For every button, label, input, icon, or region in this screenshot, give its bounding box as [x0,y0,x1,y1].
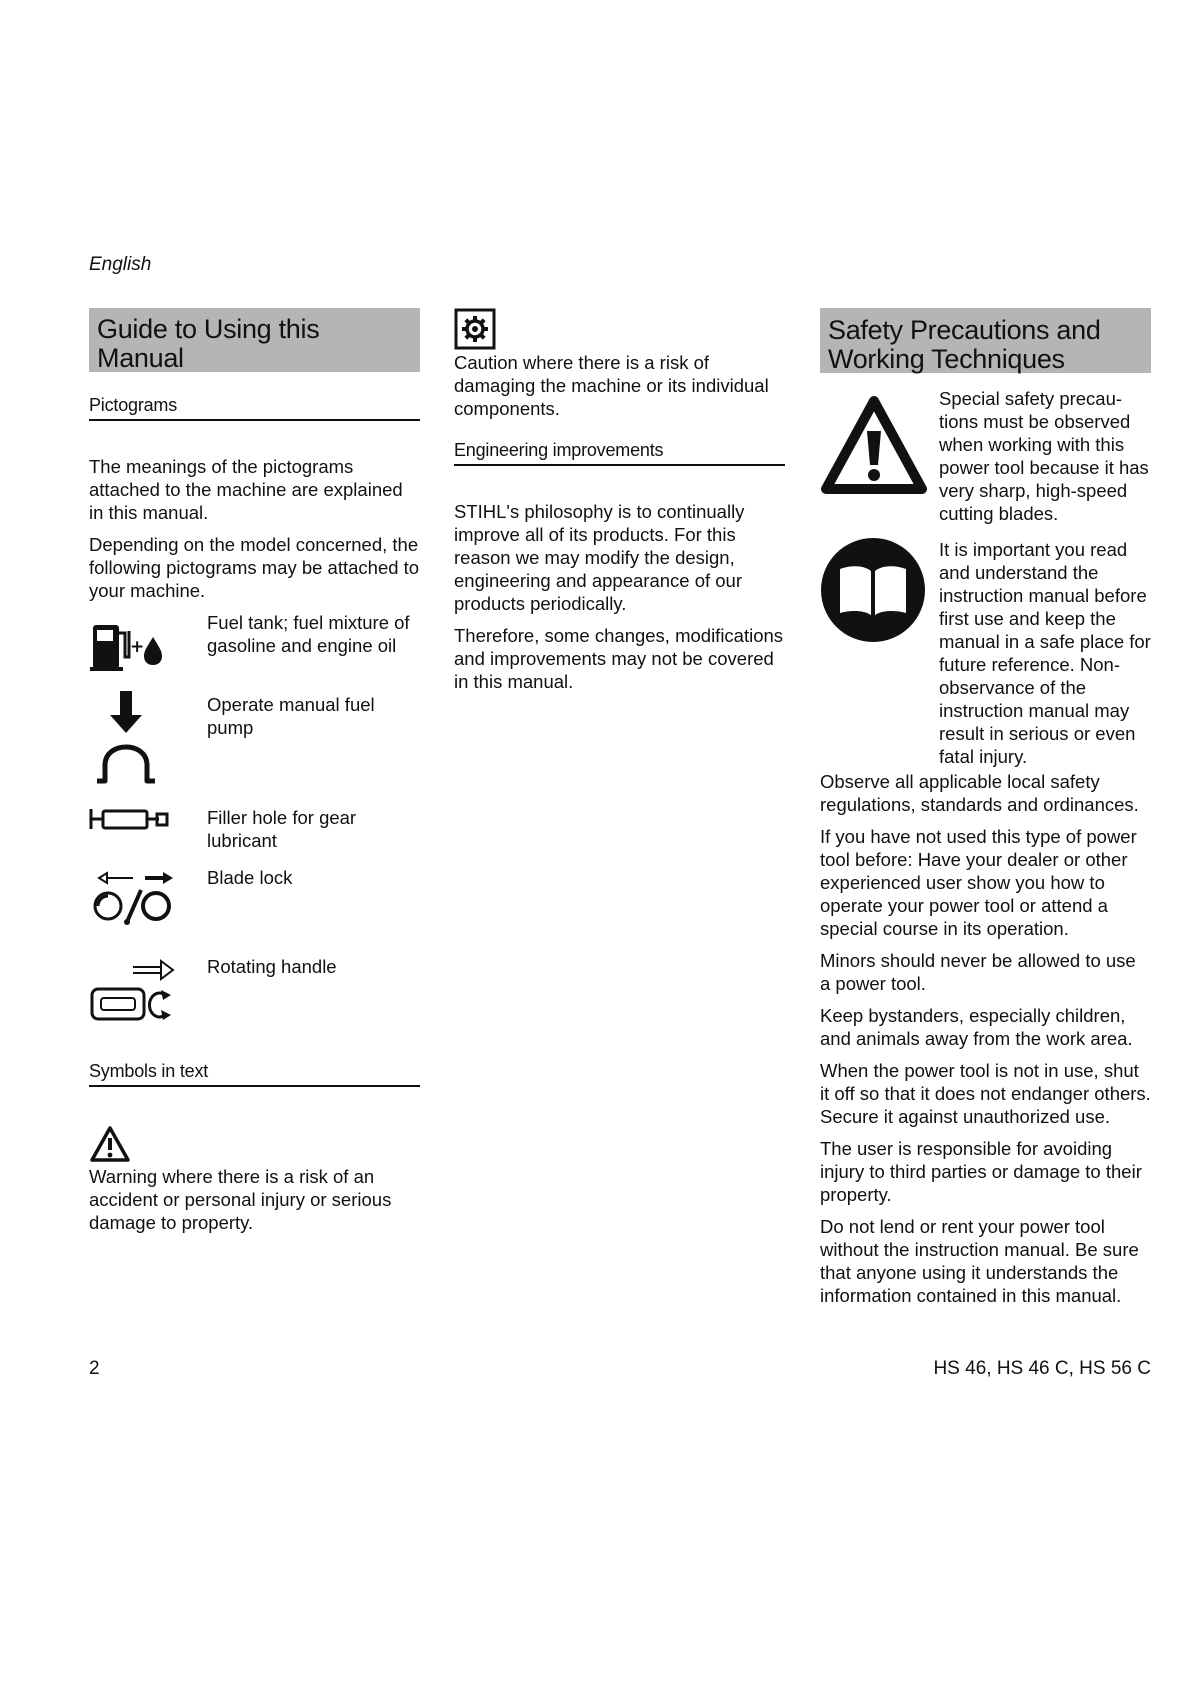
safety-paragraph: If you have not used this type of power tool before: Have your dealer or other experienced user show you how to operate your power tool or attend a special course in its operation. [820,826,1137,939]
page-number: 2 [89,1358,100,1379]
safety-paragraph: Minors should never be allowed to use a power tool. [820,950,1136,994]
manual-fuel-pump-icon [89,689,165,789]
pictograms-heading: Pictograms [89,395,420,421]
safety-warning-block [820,387,1151,527]
pictogram-label: Rotating handle [207,956,337,977]
safety-paragraph: Keep bystanders, especially children, and animals away from the work area. [820,1005,1133,1049]
column-guide [89,308,420,1243]
read-manual-icon [820,535,926,645]
safety-paragraph: When the power tool is not in use, shut it off so that it does not endanger others. Secure it against unauthorized use. [820,1060,1151,1127]
engineering-paragraph-2: Therefore, some changes, modifications and improvements may not be covered in this manual. [454,625,784,692]
warning-text: Warning where there is a risk of an accident or personal injury or serious damage to property. [89,1166,392,1233]
gear-lubricant-icon [89,804,171,834]
pictogram-label: Operate manual fuel pump [207,694,375,738]
pictogram-item [89,955,420,1055]
safety-paragraph: The user is responsible for avoiding injury to third parties or damage to their property. [820,1138,1142,1205]
pictogram-item [89,611,420,693]
pictogram-item [89,693,420,806]
warning-triangle-small-icon [89,1125,420,1163]
pictogram-item [89,806,420,866]
safety-warning-text: Special safety precau-tions must be observed when working with this power tool because it has very sharp, high-speed cutting blades. [939,388,1149,524]
pictogram-label: Blade lock [207,867,293,888]
safety-heading: Safety Precautions and Working Techniques [820,308,1151,373]
model-label: HS 46, HS 46 C, HS 56 C [933,1358,1151,1379]
caution-text: Caution where there is a risk of damaging the machine or its individual components. [454,352,769,419]
pictogram-item [89,866,420,955]
engineering-paragraph-1: STIHL's philosophy is to continually improve all of its products. For this reason we may modify the design, engineering and appearance of our products periodically. [454,501,745,614]
pictograms-intro-1: The meanings of the pictograms attached to the machine are explained in this manual. [89,456,403,523]
symbols-heading: Symbols in text [89,1061,420,1087]
column-safety [820,308,1151,1316]
column-caution [454,308,785,702]
language-label: English [89,254,152,275]
blade-lock-icon [89,870,175,926]
warning-triangle-large-icon [820,395,928,495]
fuel-tank-icon [89,619,165,673]
svg-text:+: + [130,637,145,657]
engineering-heading: Engineering improvements [454,440,785,466]
safety-paragraph: Do not lend or rent your power tool without the instruction manual. Be sure that anyone using it understands the information contained in this manual. [820,1216,1139,1306]
safety-paragraph: Observe all applicable local safety regulations, standards and ordinances. [820,771,1139,815]
pictogram-label: Fuel tank; fuel mixture of gasoline and engine oil [207,612,410,656]
read-manual-block [820,538,1151,768]
read-manual-text: It is important you read and understand the instruction manual before first use and keep the manual in a safe place for future reference. Non-observance of the instruction manual may result in serious or even fatal injury. [939,539,1151,767]
caution-gear-icon [454,308,785,350]
pictogram-label: Filler hole for gear lubricant [207,807,357,851]
guide-heading: Guide to Using this Manual [89,308,420,372]
pictograms-intro-2: Depending on the model concerned, the following pictograms may be attached to your machine. [89,534,420,601]
rotating-handle-icon [89,957,175,1023]
